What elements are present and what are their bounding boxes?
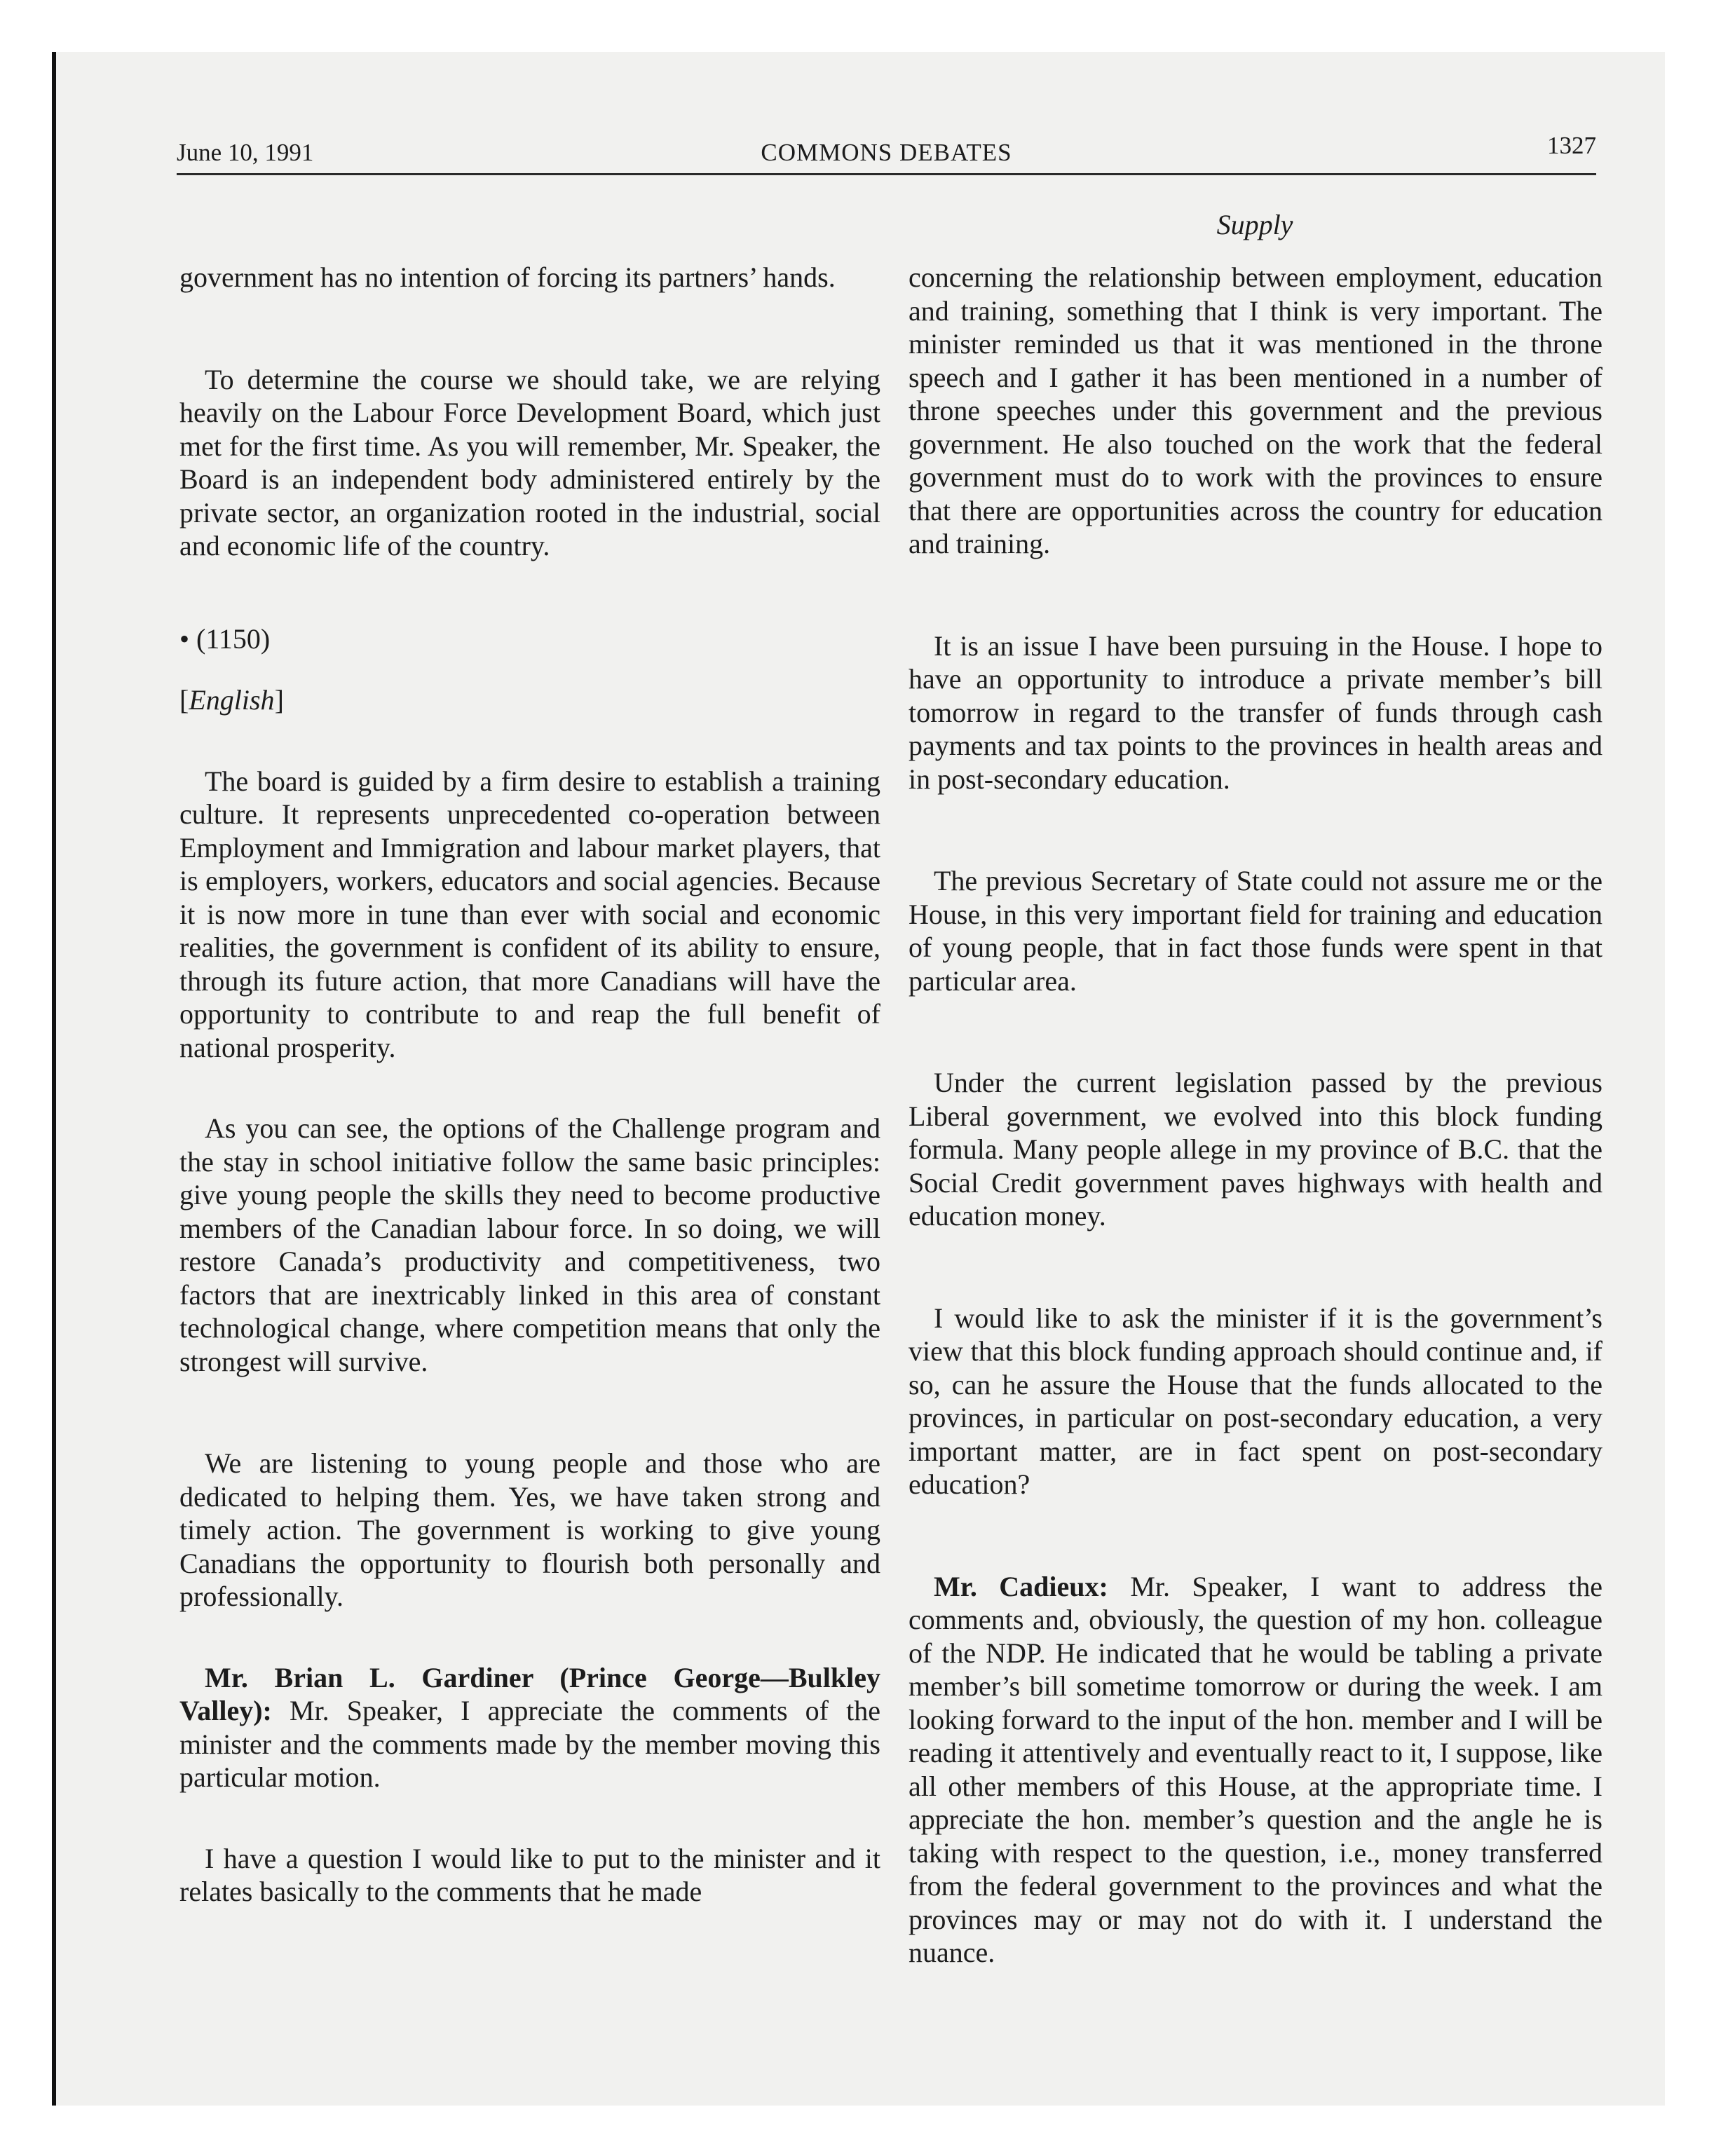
header-date: June 10, 1991: [177, 139, 314, 166]
paragraph: Under the current legislation passed by the previous Liberal government, we evolved into this block funding formula. Many people allege in my province of B.C. that the Social Credit government paves highways with health and education money.: [909, 1067, 1603, 1231]
paragraph: To determine the course we should take, we are relying heavily on the Labour Force Development Board, which just met for the first time. As you will remember, Mr. Speaker, the Board is an independent body administered entirely by the private sector, an organization rooted in the industrial, social and economic life of the country.: [179, 363, 880, 561]
speaker-paragraph: [909, 1570, 1603, 1970]
paragraph: It is an issue I have been pursuing in the House. I hope to have an opportunity to introduce a private member’s bill tomorrow in regard to the transfer of funds through cash payments and tax points to the provinces in health areas and in post-secondary education.: [909, 629, 1603, 795]
right-column: [909, 261, 1603, 1970]
time-marker: • (1150): [179, 622, 271, 655]
page-header: [177, 130, 1596, 172]
paragraph: government has no intention of forcing its partners’ hands.: [179, 261, 836, 293]
speaker-name: Mr. Brian L. Gardiner (Prince George—Bulkley Valley):: [179, 1661, 880, 1726]
header-rule: [177, 173, 1596, 175]
header-title: COMMONS DEBATES: [761, 139, 1012, 166]
section-title: Supply: [1216, 209, 1293, 240]
scan-edge: [52, 52, 56, 2106]
paragraph: We are listening to young people and those who are dedicated to helping them. Yes, we have taken strong and timely action. The government is working to give young Canadians the opportunity to flourish both personally and professionally.: [179, 1447, 880, 1612]
left-column: [179, 261, 880, 1909]
language-label: English: [189, 684, 275, 716]
paragraph: I would like to ask the minister if it is the government’s view that this block funding approach should continue and, if so, can he assure the House that the funds allocated to the provinces, in particular on post-secondary education, a very important matter, are in fact spent on post-secondary education?: [909, 1302, 1603, 1500]
paragraph: concerning the relationship between employment, education and training, something that I think is very important. The minister reminded us that it was mentioned in the throne speech and I gather it has been mentioned in a number of throne speeches under this government and the previous government. He also touched on the work that the federal government must do to work with the provinces to ensure that there are opportunities across the country for education and training.: [909, 261, 1603, 559]
speaker-paragraph: [179, 1661, 880, 1794]
paragraph: As you can see, the options of the Challenge program and the stay in school initiative follow the same basic principles: give young people the skills they need to become productive members of the Canadian labour force. In so doing, we will restore Canada’s productivity and competitiveness, two factors that are inextricably linked in this area of constant technological change, where competition means that only the strongest will survive.: [179, 1112, 880, 1377]
speaker-name: Mr. Cadieux:: [934, 1570, 1108, 1602]
paragraph: I have a question I would like to put to the minister and it relates basically to the comments that he made: [179, 1842, 880, 1907]
page-number: 1327: [1547, 132, 1596, 159]
paragraph: The board is guided by a firm desire to establish a training culture. It represents unprecedented co-operation between Employment and Immigration and labour market players, that is employers, workers, educators and social agencies. Because it is now more in tune than ever with social and economic realities, the government is confident of its ability to ensure, through its future action, that more Canadians will have the opportunity to contribute to and reap the full benefit of national prosperity.: [179, 765, 880, 1063]
speech-text: Mr. Speaker, I want to address the comments and, obviously, the question of my hon. colleague of the NDP. He indicated that he would be tabling a private member’s bill sometime tomorrow or during the week. I am looking forward to the input of the hon. member and I will be reading it attentively and eventually react to it, I suppose, like all other members of this House, at the appropriate time. I appreciate the hon. member’s question and the angle he is taking with respect to the question, i.e., money transferred from the federal government to the provinces and what the provinces may or may not do with it. I understand the nuance.: [909, 1570, 1603, 1968]
speech-text: Mr. Speaker, I appreciate the comments of the minister and the comments made by the member moving this particular motion.: [179, 1695, 880, 1793]
paragraph: The previous Secretary of State could not assure me or the House, in this very important field for training and education of young people, that in fact those funds were spent in that particular area.: [909, 865, 1603, 997]
language-marker: [English]: [179, 684, 284, 716]
